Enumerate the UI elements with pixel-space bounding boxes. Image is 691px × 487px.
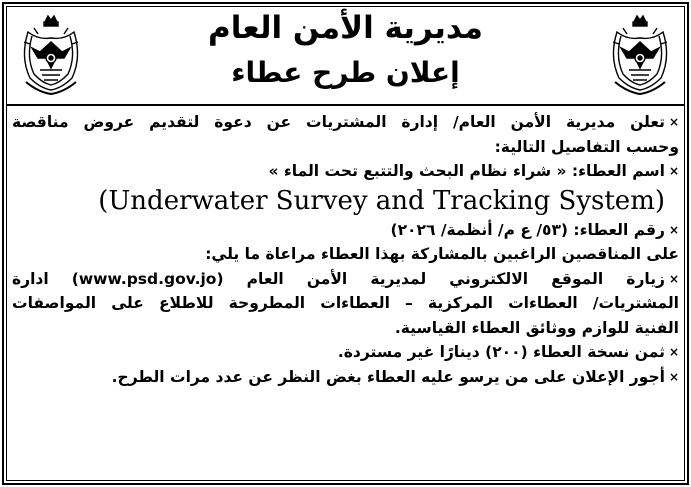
bullet-icon: × xyxy=(668,115,679,129)
intro-line-continued: وحسب التفاصيل التالية: xyxy=(494,137,679,156)
announcement-body xyxy=(12,110,679,389)
header-divider xyxy=(6,104,685,106)
page-title: مديرية الأمن العام xyxy=(208,10,483,46)
tender-price: ×ثمن نسخة العطاء (٢٠٠) دينارًا غير مستردة. xyxy=(12,340,679,365)
tender-number: ×رقم العطاء: (٥٣/ ع م/ أنظمة/ ٢٠٢٦) xyxy=(12,218,679,243)
bullet-icon: × xyxy=(668,345,679,359)
website-line-end: الفنية للوازم ووثائق العطاء القياسية. xyxy=(394,318,679,337)
intro-line: ×تعلن مديرية الأمن العام/ إدارة المشتريات عن دعوة لتقديم عروض مناقصة xyxy=(12,110,679,135)
tender-name-english: (Underwater Survey and Tracking System) xyxy=(98,185,665,216)
bullet-icon: × xyxy=(668,164,679,178)
website-text: زيارة الموقع الالكتروني لمديرية الأمن العام (www.psd.gov.jo) ادارة xyxy=(12,269,665,288)
bullet-icon: × xyxy=(668,271,679,286)
bullet-icon: × xyxy=(668,222,679,237)
ad-fees: ×أجور الإعلان على من يرسو عليه العطاء بغض النظر عن عدد مرات الطرح. xyxy=(12,365,679,390)
website-line xyxy=(12,267,679,292)
website-line-continued: المشتريات/ العطاءات المركزية – العطاءات المطروحة للاطلاع على المواصفات xyxy=(12,294,679,312)
bidders-intro: على المناقصين الراغبين بالمشاركة بهذا العطاء مراعاة ما يلي: xyxy=(205,245,679,263)
coat-of-arms-icon xyxy=(18,12,84,96)
tender-name: ×اسم العطاء: « شراء نظام البحث والتتبع تحت الماء » xyxy=(12,159,679,184)
bullet-icon: × xyxy=(668,369,679,384)
coat-of-arms-icon xyxy=(607,12,673,96)
page-subtitle: إعلان طرح عطاء xyxy=(231,56,460,89)
